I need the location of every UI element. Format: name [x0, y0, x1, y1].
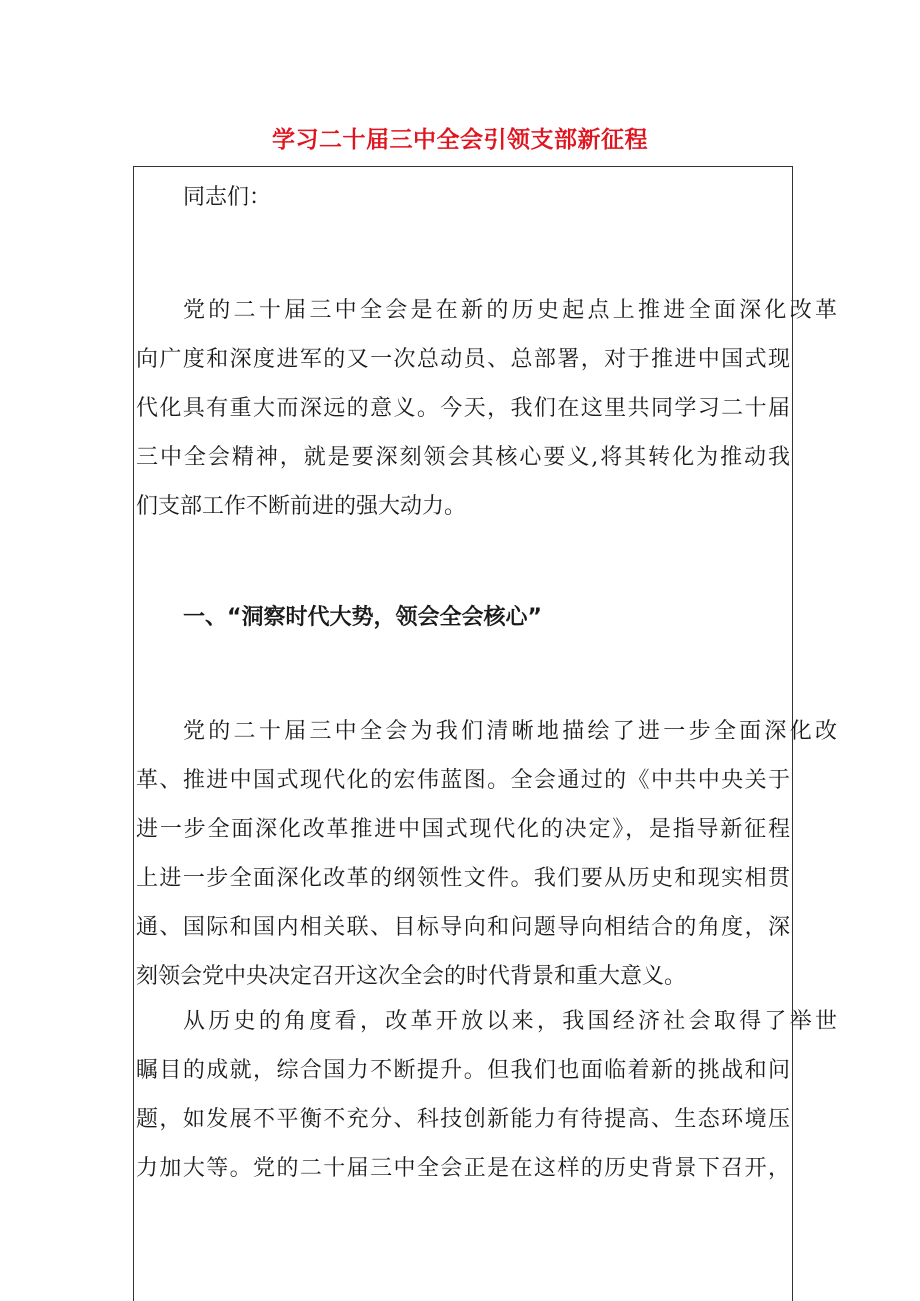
- paragraph-2-line: 通、国际和国内相关联、目标导向和问题导向相结合的角度，深: [136, 915, 790, 940]
- paragraph-2-line: 上进一步全面深化改革的纲领性文件。我们要从历史和现实相贯: [136, 866, 790, 891]
- paragraph-1-line: 代化具有重大而深远的意义。今天，我们在这里共同学习二十届: [136, 396, 790, 421]
- paragraph-1-line: 三中全会精神，就是要深刻领会其核心要义,将其转化为推动我: [136, 445, 790, 470]
- paragraph-2-line: 革、推进中国式现代化的宏伟蓝图。全会通过的《中共中央关于: [136, 768, 790, 793]
- paragraph-3-line: 力加大等。党的二十届三中全会正是在这样的历史背景下召开，: [136, 1156, 790, 1181]
- paragraph-1-line: 向广度和深度进军的又一次总动员、总部署，对于推进中国式现: [136, 347, 790, 372]
- paragraph-3-line: 瞩目的成就，综合国力不断提升。但我们也面临着新的挑战和问: [136, 1058, 790, 1083]
- salutation: 同志们：: [183, 185, 272, 210]
- paragraph-1-line: 们支部工作不断前进的强大动力。: [136, 494, 467, 519]
- section-heading: 一、“洞察时代大势，领会全会核心”: [183, 605, 542, 630]
- paragraph-1-line: 党的二十届三中全会是在新的历史起点上推进全面深化改革: [183, 298, 837, 323]
- document-title: 学习二十届三中全会引领支部新征程: [272, 127, 648, 153]
- paragraph-2-line: 刻领会党中央决定召开这次全会的时代背景和重大意义。: [136, 964, 687, 989]
- paragraph-2-line: 进一步全面深化改革推进中国式现代化的决定》，是指导新征程: [136, 817, 790, 842]
- paragraph-3-line: 从历史的角度看，改革开放以来，我国经济社会取得了举世: [183, 1009, 837, 1034]
- paragraph-2-line: 党的二十届三中全会为我们清晰地描绘了进一步全面深化改: [183, 719, 837, 744]
- paragraph-3-line: 题，如发展不平衡不充分、科技创新能力有待提高、生态环境压: [136, 1107, 790, 1132]
